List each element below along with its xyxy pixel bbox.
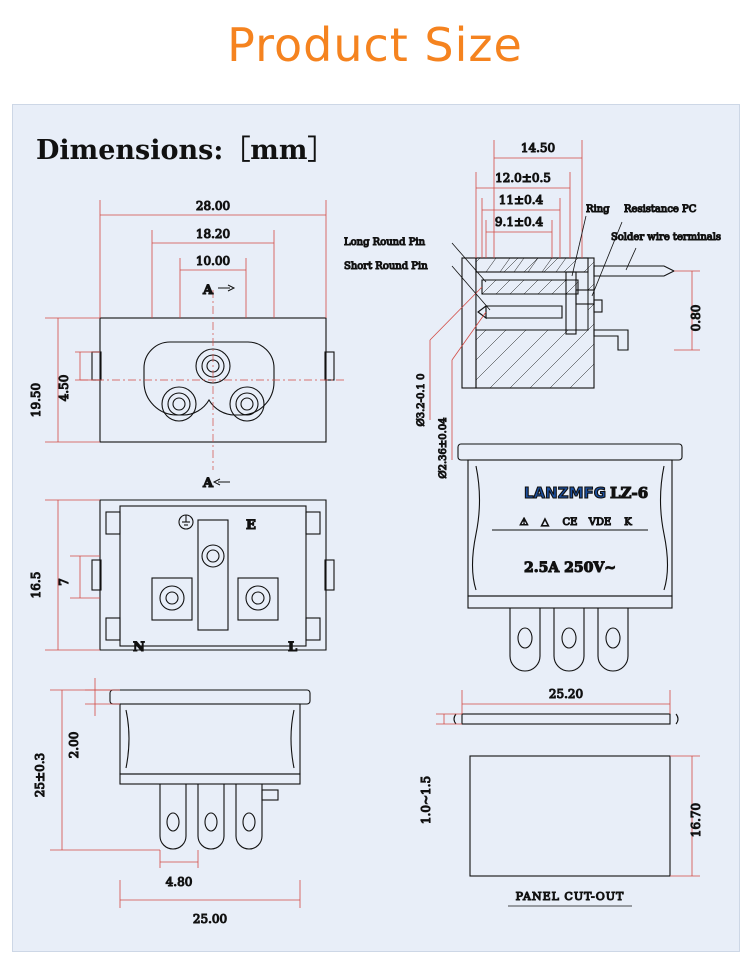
dim-height-inner: 4.50 xyxy=(57,374,71,402)
section-mark-bottom: A xyxy=(203,476,214,491)
dim-pin-pitch: 4.80 xyxy=(165,875,193,889)
terminal-label-e: E xyxy=(246,518,256,533)
callout-resistance-pc: Resistance PC xyxy=(624,204,697,215)
rating-label: 2.5A 250V~ xyxy=(524,560,616,576)
panel-cutout-dimensions xyxy=(436,690,700,876)
panel-cutout-view xyxy=(454,714,678,876)
callout-long-round-pin: Long Round Pin xyxy=(344,237,426,248)
dim-pin-dia-short: Ø2.36±0.04 xyxy=(438,417,449,479)
dim-section-top: 14.50 xyxy=(520,141,556,155)
terminal-label-n: N xyxy=(133,640,145,655)
panel-cutout-caption: PANEL CUT-OUT xyxy=(515,890,625,903)
dim-cutout-thickness: 1.0~1.5 xyxy=(419,775,433,825)
callout-ring: Ring xyxy=(586,204,610,215)
front-view-dimensions xyxy=(45,200,326,442)
dim-rear-height-inner: 7 xyxy=(57,578,71,586)
dim-section-thickness: 0.80 xyxy=(689,304,703,332)
dim-section-1: 12.0±0.5 xyxy=(495,171,551,185)
certification-marks xyxy=(520,517,633,528)
rear-view xyxy=(92,500,334,650)
dim-cutout-width: 25.20 xyxy=(548,687,584,701)
label-view xyxy=(458,444,682,671)
dim-width-mid: 18.20 xyxy=(195,227,231,241)
section-view xyxy=(462,258,674,388)
front-view-centerlines xyxy=(80,290,346,470)
callout-short-round-pin: Short Round Pin xyxy=(344,261,428,272)
ce-mark: CE xyxy=(562,517,578,528)
k-mark: K xyxy=(624,517,632,528)
terminal-label-l: L xyxy=(288,640,298,655)
triangle-mark: △ xyxy=(541,517,549,528)
dim-side-width: 25.00 xyxy=(192,912,228,926)
dimensions-label: Dimensions:［mm］ xyxy=(36,135,335,166)
dim-side-height: 25±0.3 xyxy=(33,752,47,798)
dim-flange-thickness: 2.00 xyxy=(67,731,81,759)
callout-solder-wire-terminals: Solder wire terminals xyxy=(610,232,722,243)
warning-mark: ⚠ xyxy=(519,517,529,528)
dim-rear-height-outer: 16.5 xyxy=(29,571,43,599)
dim-height-outer: 19.50 xyxy=(29,382,43,418)
dim-section-2: 11±0.4 xyxy=(498,193,544,207)
dim-width-outer: 28.00 xyxy=(195,199,231,213)
dim-section-3: 9.1±0.4 xyxy=(494,215,544,229)
dim-pin-dia-long: Ø3.2-0.1 0 xyxy=(416,373,427,427)
dim-cutout-height: 16.70 xyxy=(689,802,703,838)
dim-width-inner: 10.00 xyxy=(195,254,231,268)
brand-logo: LANZMFG xyxy=(524,484,607,502)
model-label: LZ-6 xyxy=(610,484,649,502)
vde-mark: VDE xyxy=(588,517,612,528)
page-title: Product Size xyxy=(227,18,523,72)
side-view xyxy=(110,690,310,849)
section-mark-top: A xyxy=(203,283,214,298)
